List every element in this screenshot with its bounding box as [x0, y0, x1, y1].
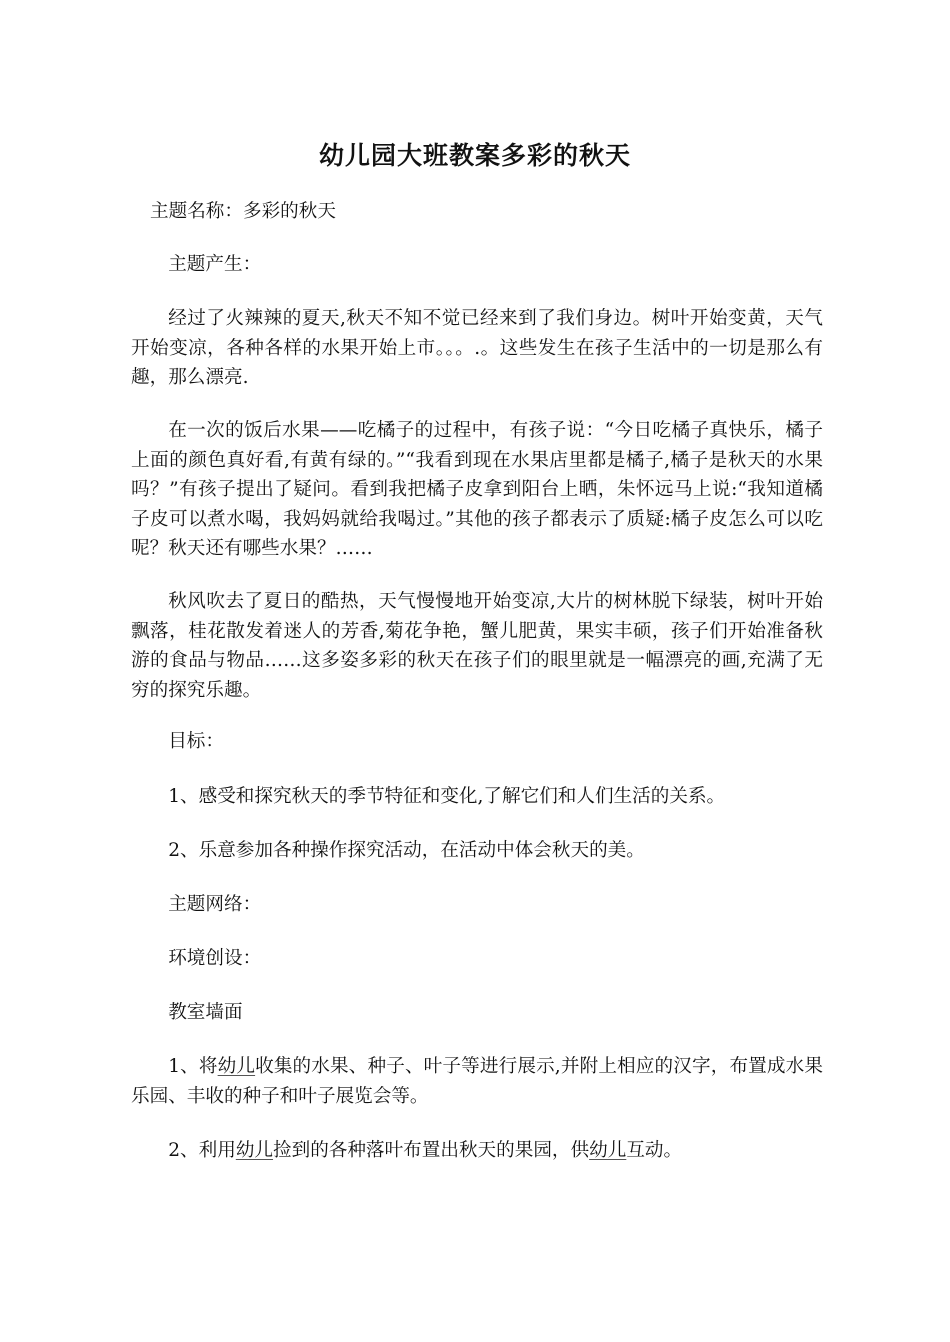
page-title: 幼儿园大班教案多彩的秋天: [318, 141, 631, 170]
wall-item-1: [131, 1052, 823, 1111]
theme-origin-heading: 主题产生：: [168, 254, 262, 275]
child-term-link: 幼儿: [217, 1056, 256, 1077]
goal-item-1: 1、感受和探究秋天的季节特征和变化,了解它们和人们生活的关系。: [168, 786, 726, 807]
classroom-wall-heading: 教室墙面: [168, 1002, 243, 1023]
paragraph-autumn-description: 秋风吹去了夏日的酷热，天气慢慢地开始变凉,大片的树林脱下绿装，树叶开始飘落，桂花散发着迷人的芳香,菊花争艳，蟹儿肥黄，果实丰硕，孩子们开始准备秋游的食品与物品……这多姿多彩的秋天在孩子们的眼里就是一幅漂亮的画,充满了无穷的探究乐趣。: [131, 591, 823, 701]
goal-item-2: 2、乐意参加各种操作探究活动，在活动中体会秋天的美。: [168, 840, 645, 861]
wall-item-1-prefix: 1、将: [168, 1056, 218, 1077]
child-term-link: 幼儿: [589, 1140, 627, 1161]
wall-item-2-suffix: 互动。: [626, 1140, 683, 1161]
wall-item-2-middle: 捡到的各种落叶布置出秋天的果园，供: [273, 1140, 590, 1161]
child-term-link: 幼儿: [235, 1140, 274, 1161]
network-heading: 主题网络：: [168, 894, 262, 915]
environment-heading: 环境创设：: [168, 948, 262, 969]
wall-item-2-prefix: 2、利用: [168, 1140, 236, 1161]
goals-heading: 目标：: [168, 731, 224, 752]
paragraph-origin: 经过了火辣辣的夏天,秋天不知不觉已经来到了我们身边。树叶开始变黄，天气开始变凉，各种各样的水果开始上市。。。.。这些发生在孩子生活中的一切是那么有趣，那么漂亮.: [131, 308, 823, 388]
wall-item-2: [131, 1136, 823, 1166]
wall-item-1-text: 收集的水果、种子、叶子等进行展示,并附上相应的汉字，布置成水果乐园、丰收的种子和叶子展览会等。: [131, 1056, 823, 1107]
theme-name: 主题名称：多彩的秋天: [150, 201, 336, 222]
paragraph-orange-story: 在一次的饭后水果——吃橘子的过程中，有孩子说：“今日吃橘子真快乐，橘子上面的颜色真好看,有黄有绿的。”“我看到现在水果店里都是橘子,橘子是秋天的水果吗？”有孩子提出了疑问。看到我把橘子皮拿到阳台上晒，朱怀远马上说:“我知道橘子皮可以煮水喝，我妈妈就给我喝过。”其他的孩子都表示了质疑:橘子皮怎么可以吃呢？秋天还有哪些水果？……: [131, 420, 823, 559]
